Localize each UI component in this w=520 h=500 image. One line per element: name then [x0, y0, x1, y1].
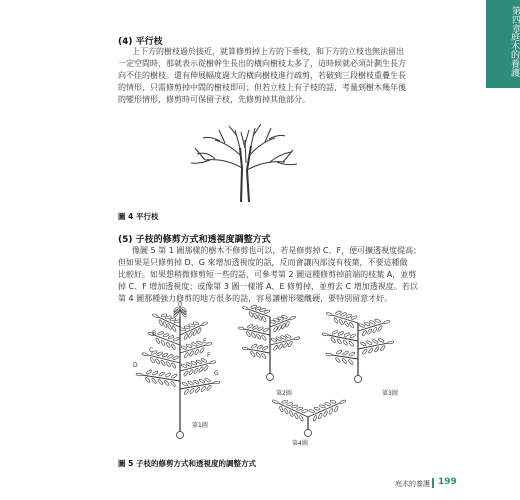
- leaf: [165, 372, 171, 377]
- leaf: [372, 327, 377, 333]
- leaf: [151, 378, 157, 384]
- leaf: [246, 331, 252, 337]
- leaf: [332, 330, 338, 335]
- leaf: [167, 354, 173, 359]
- leaf: [201, 386, 207, 392]
- leaf: [195, 387, 201, 393]
- leaf: [374, 346, 380, 352]
- leaf: [251, 344, 257, 349]
- leaf: [152, 370, 158, 375]
- leaf: [362, 349, 368, 355]
- panel-label-3: 第3圖: [382, 390, 398, 397]
- leaf: [145, 377, 151, 383]
- section-4-line: 上下方的樹枝過於接近，就算修剪掉上方的下垂枝，和下方的立枝也無法留出: [132, 47, 404, 56]
- leaf: [284, 408, 289, 414]
- leaf: [301, 409, 307, 413]
- leaf: [192, 329, 197, 335]
- leaf: [272, 399, 278, 404]
- leaf: [203, 365, 208, 371]
- leaf: [155, 358, 160, 364]
- leaf: [172, 325, 177, 331]
- leaf: [167, 323, 172, 329]
- leaf: [378, 338, 384, 343]
- leaf: [344, 332, 350, 337]
- cut-stem-base: [267, 374, 274, 381]
- leaf: [162, 353, 168, 358]
- leaf: [158, 379, 164, 385]
- leaf: [186, 344, 192, 349]
- leaf: [384, 320, 390, 324]
- leaf: [171, 373, 177, 378]
- leaf: [142, 352, 148, 356]
- leaf: [319, 404, 325, 408]
- footer-book-title: 庭木的養護: [395, 480, 430, 488]
- section-5-body: [118, 245, 480, 305]
- leaf: [172, 355, 178, 360]
- leaf: [359, 323, 365, 328]
- leaf: [342, 358, 348, 364]
- branch-label-c: C: [149, 347, 154, 354]
- leaf: [193, 380, 199, 385]
- leaf: [330, 337, 336, 343]
- leaf: [146, 369, 152, 374]
- leaf: [364, 322, 370, 327]
- leaf: [368, 347, 374, 353]
- branch-label-f: F: [207, 352, 211, 359]
- chapter-title: 庭木的養護: [509, 32, 519, 77]
- leaf: [348, 359, 354, 365]
- leaf: [338, 331, 344, 336]
- leaf: [261, 335, 267, 341]
- section-4-line: 的變形情形，修剪時可保留子枝，先修剪掉其他部分。: [118, 95, 310, 104]
- leaf: [286, 402, 292, 406]
- leaf: [380, 345, 386, 351]
- leaf: [326, 353, 332, 356]
- leaf: [294, 413, 299, 419]
- leaf: [278, 343, 283, 349]
- section-4-body: [118, 46, 480, 106]
- leaf: [188, 369, 193, 375]
- leaf: [325, 402, 331, 406]
- figure-5-branch-diagrams: [118, 305, 418, 455]
- leaf: [344, 320, 349, 326]
- leaf: [349, 322, 354, 328]
- leaf: [168, 335, 174, 339]
- leaf: [289, 410, 294, 416]
- branch-stroke: [248, 349, 270, 353]
- figure-4-caption: 圖 4 平行枝: [118, 212, 159, 221]
- leaf: [294, 336, 300, 340]
- leaf: [372, 339, 378, 344]
- leaf: [322, 333, 328, 337]
- leaf: [262, 346, 268, 351]
- section-4-line: 一定空間時，那就表示從樹幹生長出的橫向樹枝太多了，這時候就必須計劃生長方: [118, 59, 406, 68]
- leaf: [314, 407, 320, 411]
- leaf: [342, 350, 348, 355]
- leaf: [157, 331, 163, 335]
- leaf: [261, 353, 267, 359]
- leaf: [299, 415, 304, 421]
- leaf: [158, 319, 163, 325]
- leaf: [238, 326, 244, 330]
- leaf: [335, 311, 341, 316]
- leaf: [251, 332, 257, 338]
- leaf: [313, 415, 318, 421]
- leaf: [318, 413, 323, 419]
- leaf: [170, 381, 176, 387]
- leaf: [160, 340, 165, 346]
- leaf: [367, 328, 372, 334]
- leaf: [366, 340, 372, 345]
- leaf: [166, 342, 171, 348]
- leaf: [335, 357, 341, 363]
- figure-5-caption: 圖 5 子枝的修剪方式和透視度的調整方式: [118, 459, 256, 468]
- cut-stem-base: [305, 430, 312, 437]
- section-4-line: 的情形，只需修剪掉中間的樹枝即可；但若立枝上有子枝的話，考量到樹木幾年後: [118, 83, 406, 92]
- footer-divider: [432, 478, 434, 488]
- leaf: [273, 318, 279, 322]
- section-5-heading: (5) 子枝的修剪方式和透視度調整方式: [118, 235, 271, 245]
- section-5-line: 但如果是只修剪掉 D、G 來增加透視度的話，反而會讓內部沒有枝葉，不要這種做: [118, 258, 408, 267]
- leaf: [362, 330, 367, 336]
- leaf: [257, 345, 263, 350]
- leaf: [281, 315, 287, 319]
- leaf: [323, 410, 328, 416]
- leaf: [256, 333, 262, 339]
- leaf: [183, 370, 188, 376]
- leaf: [166, 361, 171, 367]
- branch-label-g: G: [214, 370, 219, 377]
- leaf: [279, 406, 284, 412]
- leaf: [193, 368, 198, 374]
- leaf: [171, 344, 176, 350]
- leaf: [248, 311, 253, 317]
- section-5-line: 第 4 圖那種強力修剪的地方很多的話，容易讓樹形變醜硬，要特別留意才好。: [118, 294, 393, 303]
- leaf: [277, 316, 283, 320]
- leaf: [158, 371, 164, 376]
- leaf: [189, 350, 194, 356]
- leaf: [197, 327, 202, 333]
- leaf: [187, 381, 193, 386]
- leaf: [253, 313, 258, 319]
- branch-stroke: [154, 335, 180, 345]
- section-4-line: 向不佳的樹枝。還有伸展幅度過大的橫向樹枝進行疏剪，若破到三段樹枝重疊生長: [118, 71, 406, 80]
- leaf: [281, 323, 286, 329]
- leaf: [287, 341, 292, 347]
- leaf: [296, 407, 302, 411]
- branch-label-b: B: [152, 330, 157, 337]
- cut-stem-base: [355, 376, 362, 383]
- leaf: [377, 325, 382, 331]
- leaf: [191, 342, 197, 347]
- page-number: 199: [438, 477, 457, 487]
- leaf: [374, 319, 380, 324]
- chapter-tab: [486, 0, 520, 88]
- leaf: [250, 351, 256, 357]
- figure-4-tree-illustration: [185, 118, 305, 203]
- leaf: [242, 306, 248, 310]
- leaf: [388, 341, 394, 345]
- branch-label-e: E: [203, 338, 207, 345]
- leaf: [257, 314, 262, 320]
- leaf: [184, 333, 189, 339]
- leaf: [202, 321, 208, 326]
- leaf: [333, 317, 338, 323]
- leaf: [198, 366, 203, 372]
- leaf: [340, 312, 346, 317]
- leaf: [206, 385, 212, 391]
- leaf: [351, 315, 357, 320]
- leaf: [194, 349, 199, 355]
- panel-label-2: 第2圖: [276, 390, 292, 397]
- leaf: [164, 380, 170, 386]
- leaf: [273, 345, 278, 351]
- leaf: [281, 400, 287, 404]
- leaf: [348, 341, 354, 347]
- leaf: [199, 379, 205, 384]
- leaf: [155, 338, 160, 344]
- leaf: [346, 314, 352, 319]
- leaf: [285, 321, 290, 327]
- section-5-line: 像圖 5 第 1 圖那樣的樹木不修剪也可以，若是修剪掉 C、F，便可擴透視度提高；: [132, 246, 422, 255]
- panel-label-4: 第4圖: [292, 440, 308, 447]
- panel-label-1: 第1圖: [192, 422, 208, 429]
- branch-label-d: D: [133, 362, 138, 369]
- leaf: [329, 408, 334, 414]
- leaf: [349, 351, 355, 356]
- leaf: [369, 320, 375, 325]
- leaf: [255, 352, 261, 358]
- leaf: [330, 400, 336, 404]
- leaf: [242, 347, 248, 350]
- leaf: [152, 313, 158, 318]
- leaf: [360, 341, 366, 346]
- leaf: [273, 326, 278, 332]
- leaf: [163, 333, 169, 337]
- leaf: [204, 378, 210, 383]
- leaf: [283, 342, 288, 348]
- leaf: [171, 362, 176, 368]
- leaf: [189, 388, 195, 394]
- leaf: [336, 338, 342, 344]
- leaf: [188, 331, 193, 337]
- leaf: [334, 406, 339, 412]
- leaf: [290, 316, 296, 320]
- leaf: [336, 349, 342, 354]
- leaf: [160, 360, 165, 366]
- leaf: [173, 337, 179, 341]
- leaf: [326, 312, 332, 316]
- leaf: [196, 341, 202, 346]
- section-5-line: 掉 C、F 增加透視度；或像第 3 圖一樣將 A、E 修剪掉，並剪去 C 增加透視度。若以: [118, 282, 418, 291]
- leaf: [214, 381, 220, 384]
- leaf: [150, 357, 155, 363]
- leaf: [342, 339, 348, 345]
- leaf: [210, 360, 216, 364]
- section-4-heading: (4) 平行枝: [118, 37, 163, 47]
- leaf: [163, 321, 168, 327]
- leaf: [262, 316, 267, 322]
- section-5-line: 比較好。如果想稍微修剪短一些的話，可參考第 2 圖這種修剪掉前端的枝葉 A，並剪: [118, 270, 417, 279]
- leaf: [182, 382, 188, 387]
- leaf: [339, 319, 344, 325]
- leaf: [340, 399, 346, 404]
- cut-stem-base: [177, 432, 184, 439]
- leaf: [181, 345, 187, 350]
- leaf: [291, 404, 297, 408]
- branch-label-a: A: [178, 308, 183, 315]
- leaf: [199, 347, 204, 353]
- leaf: [309, 409, 315, 413]
- chapter-number: 第四章: [510, 6, 520, 33]
- leaf: [184, 352, 189, 358]
- leaf: [184, 389, 190, 395]
- leaf: [156, 351, 162, 356]
- leaf: [136, 373, 142, 376]
- leaf: [277, 324, 282, 330]
- leaf: [350, 333, 356, 338]
